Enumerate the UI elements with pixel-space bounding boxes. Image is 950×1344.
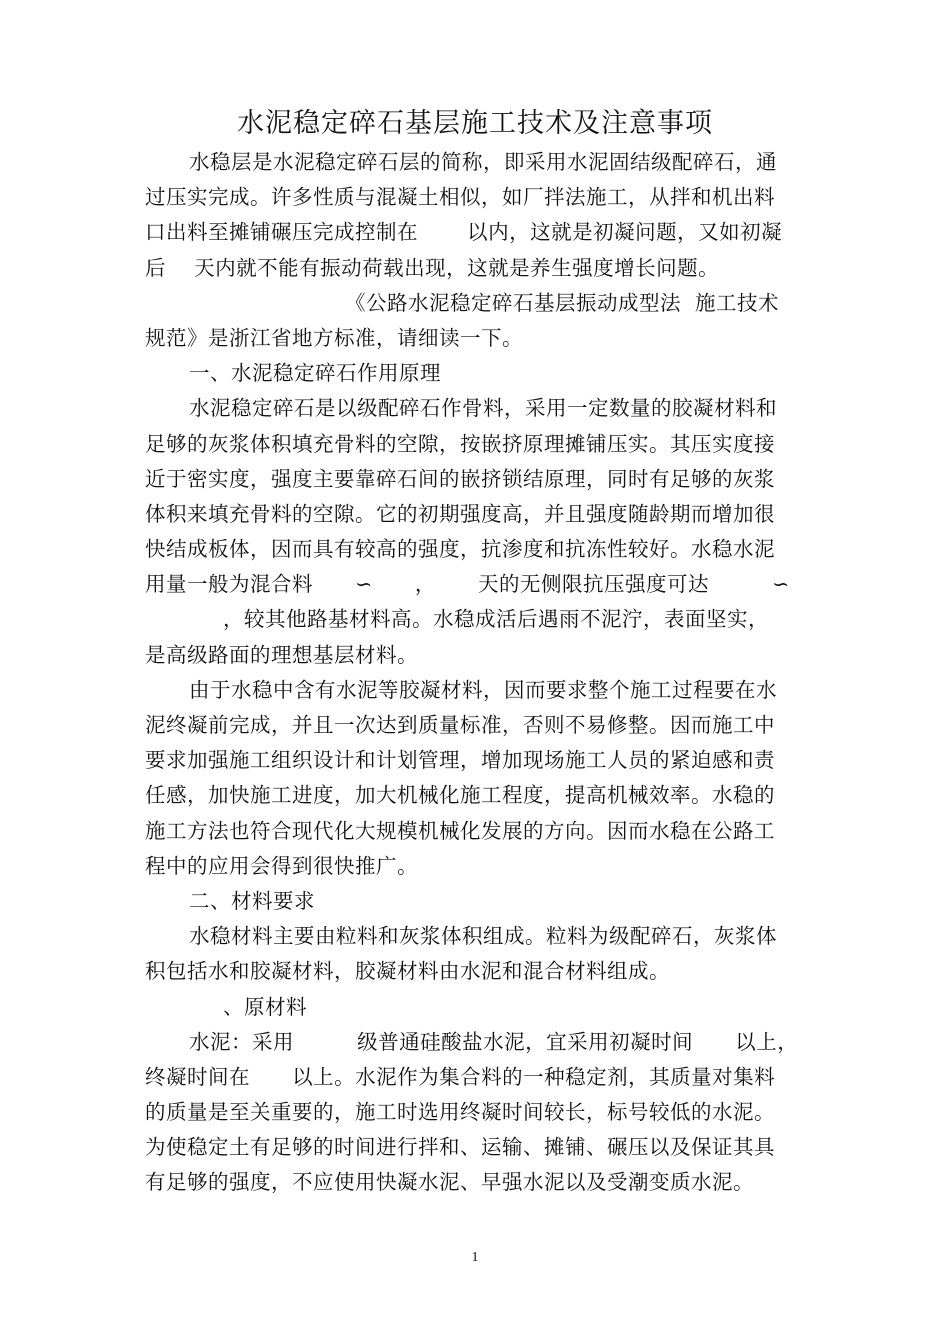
paragraph-line: 任感，加快施工进度，加大机械化施工程度，提高机械效率。水稳的 <box>145 783 775 808</box>
document-body <box>145 145 813 1201</box>
paragraph-line: 水泥稳定碎石是以级配碎石作骨料，采用一定数量的胶凝材料和 <box>189 396 777 421</box>
paragraph-line: 施工方法也符合现代化大规模机械化发展的方向。因而水稳在公路工 <box>145 818 775 843</box>
paragraph-line: 是高级路面的理想基层材料。 <box>145 642 418 667</box>
paragraph-line: 后 天内就不能有振动荷载出现，这就是养生强度增长问题。 <box>145 255 720 280</box>
paragraph-line: ，较其他路基材料高。水稳成活后遇雨不泥泞，表面坚实， <box>223 607 769 632</box>
document-title: 水泥稳定碎石基层施工技术及注意事项 <box>237 108 713 139</box>
paragraph-line: 程中的应用会得到很快推广。 <box>145 853 418 878</box>
page-number: 1 <box>471 1250 479 1265</box>
paragraph-line: 水泥：采用 级普通硅酸盐水泥，宜采用初凝时间 以上， <box>189 1029 799 1054</box>
paragraph-line: 由于水稳中含有水泥等胶凝材料，因而要求整个施工过程要在水 <box>189 677 777 702</box>
section-heading: 一、水泥稳定碎石作用原理 <box>189 361 441 386</box>
paragraph-line: 口出料至摊铺碾压完成控制在 以内，这就是初凝问题，又如初凝 <box>145 220 783 245</box>
paragraph-line: 为使稳定土有足够的时间进行拌和、运输、摊铺、碾压以及保证其具 <box>145 1135 775 1160</box>
paragraph-line: 规范》是浙江省地方标准，请细读一下。 <box>145 325 523 350</box>
paragraph-line: 积包括水和胶凝材料，胶凝材料由水泥和混合材料组成。 <box>145 959 670 984</box>
paragraph-line: 用量一般为混合料 ∽ ， 天的无侧限抗压强度可达 ∽ <box>145 572 790 597</box>
paragraph-line: 的质量是至关重要的，施工时选用终凝时间较长，标号较低的水泥。 <box>145 1100 775 1125</box>
paragraph-line: 有足够的强度，不应使用快凝水泥、早强水泥以及受潮变质水泥。 <box>145 1170 754 1195</box>
section-heading: 二、材料要求 <box>189 888 315 913</box>
paragraph-line: 过压实完成。许多性质与混凝土相似，如厂拌法施工，从拌和机出料 <box>145 185 775 210</box>
paragraph-line: 水稳材料主要由粒料和灰浆体积组成。粒料为级配碎石，灰浆体 <box>189 924 777 949</box>
paragraph-line: 终凝时间在 以上。水泥作为集合料的一种稳定剂，其质量对集料 <box>145 1064 776 1089</box>
paragraph-line: 体积来填充骨料的空隙。它的初期强度高，并且强度随龄期而增加很 <box>145 501 775 526</box>
paragraph-line: 快结成板体，因而具有较高的强度，抗渗度和抗冻性较好。水稳水泥 <box>145 537 775 562</box>
paragraph-line: 《公路水泥稳定碎石基层振动成型法 施工技术 <box>345 290 780 315</box>
paragraph-line: 泥终凝前完成，并且一次达到质量标准，否则不易修整。因而施工中 <box>145 713 775 737</box>
paragraph-line: 足够的灰浆体积填充骨料的空隙，按嵌挤原理摊铺压实。其压实度接 <box>145 431 775 456</box>
subsection-heading: 、原材料 <box>223 994 307 1019</box>
paragraph-line: 水稳层是水泥稳定碎石层的简称，即采用水泥固结级配碎石，通 <box>189 150 777 174</box>
paragraph-line: 近于密实度，强度主要靠碎石间的嵌挤锁结原理，同时有足够的灰浆 <box>145 466 775 491</box>
paragraph-line: 要求加强施工组织设计和计划管理，增加现场施工人员的紧迫感和责 <box>145 748 775 773</box>
